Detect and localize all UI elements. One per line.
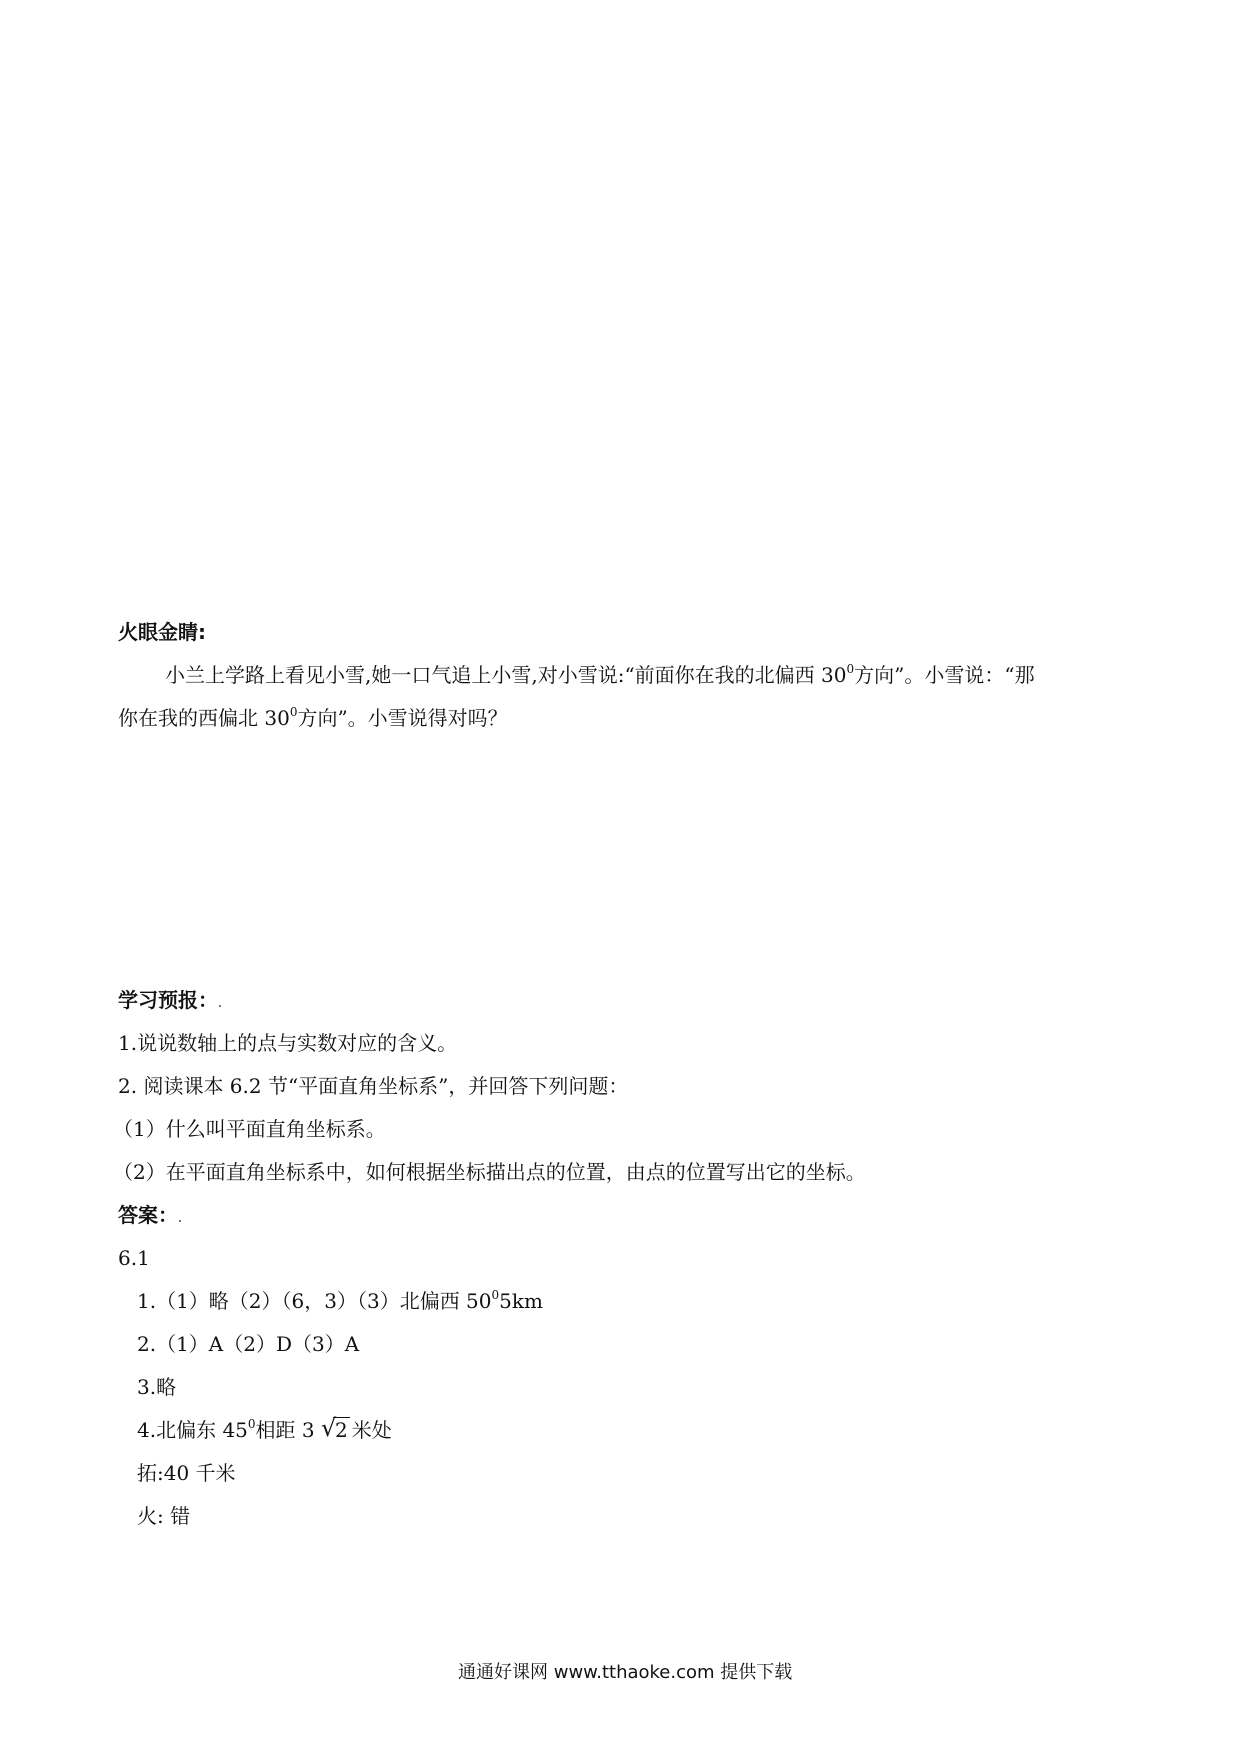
preview-item-2: 2. 阅读课本 6.2 节“平面直角坐标系”，并回答下列问题： [118, 1074, 629, 1098]
answer-2: 2.（1）A（2）D（3）A [137, 1332, 360, 1356]
answer-huo: 火: 错 [137, 1504, 191, 1528]
paragraph-line-1: 小兰上学路上看见小雪,她一口气追上小雪,对小雪说:“前面你在我的北偏西 $30^0$方向”。小雪说：“那 [165, 662, 1035, 687]
paragraph-line-2: 你在我的西偏北 $30^0$方向”。小雪说得对吗？ [118, 705, 508, 730]
preview-item-4: （2）在平面直角坐标系中，如何根据坐标描出点的位置，由点的位置写出它的坐标。 [113, 1160, 866, 1184]
preview-item-3: （1）什么叫平面直角坐标系。 [113, 1117, 386, 1141]
answer-section-number: 6.1 [118, 1246, 150, 1270]
section-title-huoyan: 火眼金睛: [118, 620, 206, 644]
answer-tuo: 拓:40 千米 [137, 1461, 236, 1485]
preview-item-1: 1.说说数轴上的点与实数对应的含义。 [118, 1031, 458, 1055]
footer-text: 通通好课网 www.tthaoke.com 提供下载 [458, 1662, 793, 1683]
sqrt-icon: √ 2 [320, 1414, 348, 1442]
answer-4: 4.北偏东 $45^0$相距 3 √ 2 米处 [137, 1414, 392, 1442]
answer-3: 3.略 [137, 1375, 177, 1399]
section-title-answers: 答案：. [118, 1203, 182, 1227]
section-title-yubao: 学习预报：. [118, 988, 222, 1012]
answer-1: 1.（1）略（2）（6，3）（3）北偏西 $50^05km$ [137, 1288, 543, 1313]
